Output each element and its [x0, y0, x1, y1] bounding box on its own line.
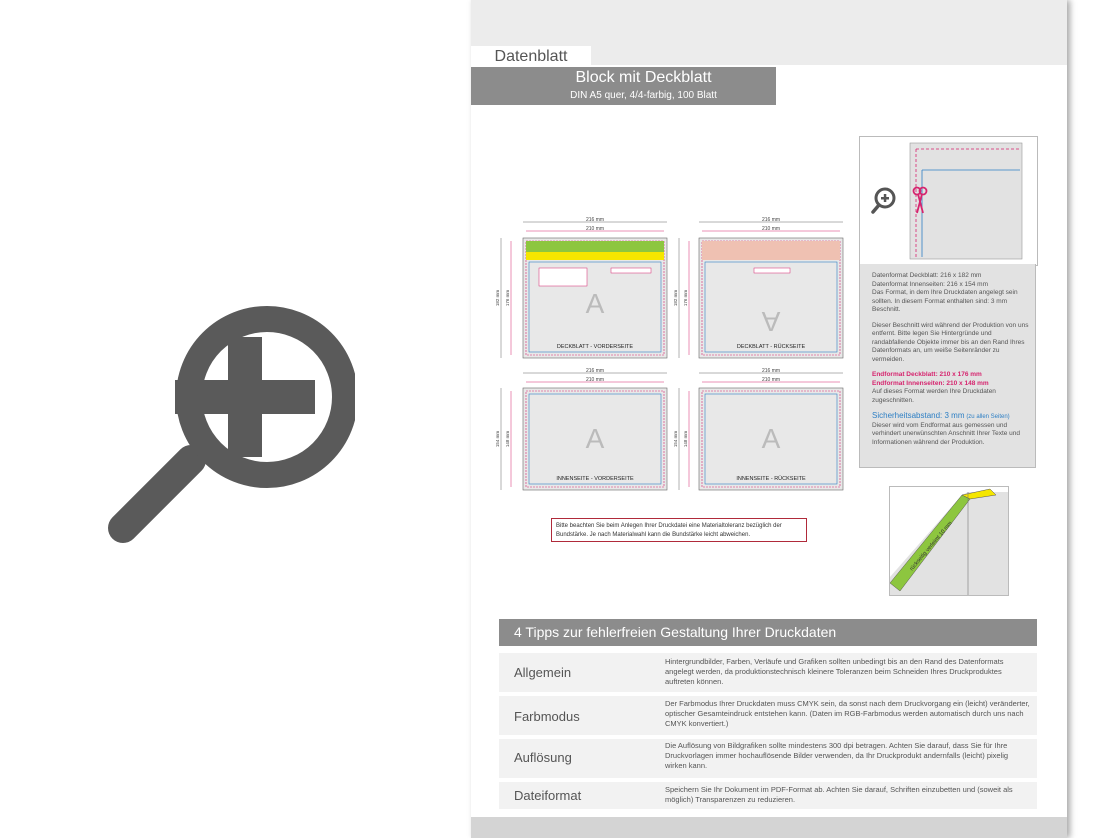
tip-row-farbmodus: [499, 696, 1037, 735]
panel-letter: A: [585, 288, 605, 319]
spine-detail: [889, 486, 1009, 596]
panel-caption: INNENSEITE - RÜCKSEITE: [736, 476, 806, 482]
spine-label: rückseitig verleimt 10 mm: [908, 520, 954, 573]
height-outer-label: 154 mm: [673, 430, 678, 448]
width-inner-label: 210 mm: [761, 226, 781, 232]
width-inner-label: 210 mm: [761, 377, 781, 383]
panel-letter: A: [761, 306, 781, 337]
tip-label: Farbmodus: [514, 709, 580, 724]
width-inner-label: 210 mm: [585, 377, 605, 383]
tip-row-allgemein: [499, 653, 1037, 692]
tolerance-notice: Bitte beachten Sie beim Anlegen Ihrer Druckdatei eine Materialtoleranz bezüglich der Bundstärke. Je nach Materialwahl kann die Bundstärke leicht abweichen.: [551, 518, 807, 542]
height-inner-label: 148 mm: [683, 430, 688, 448]
endformat-cover: Endformat Deckblatt: 210 x 176 mm: [872, 371, 982, 378]
corner-detail: [859, 136, 1038, 266]
panel-deckblatt-front: [495, 217, 667, 358]
datenblatt-tab: Datenblatt: [471, 46, 591, 67]
datenformat-desc: Das Format, in dem Ihre Druckdaten angelegt sein sollten. In diesem Format enthalten sind: 3 mm Beschnitt.: [872, 289, 1018, 313]
sicherheit-note: (zu allen Seiten): [966, 414, 1010, 420]
tip-row-aufloesung: [499, 739, 1037, 778]
tip-row-dateiformat: [499, 782, 1037, 809]
tip-label: Auflösung: [514, 750, 572, 765]
product-subtitle: DIN A5 quer, 4/4-farbig, 100 Blatt: [570, 90, 717, 101]
tip-label: Allgemein: [514, 665, 572, 680]
sicherheit-title: Sicherheitsabstand: 3 mm: [872, 411, 965, 420]
width-outer-label: 216 mm: [761, 368, 781, 374]
height-inner-label: 148 mm: [505, 430, 510, 448]
width-outer-label: 216 mm: [761, 217, 781, 223]
magnifier-icon: [873, 189, 894, 212]
endformat-inner: Endformat Innenseiten: 210 x 148 mm: [872, 379, 989, 387]
panel-innen-front: [495, 368, 667, 490]
panel-caption: DECKBLATT - VORDERSEITE: [556, 344, 634, 350]
width-inner-label: 210 mm: [585, 226, 605, 232]
width-outer-label: 216 mm: [585, 217, 605, 223]
zoom-in-icon[interactable]: [105, 295, 355, 545]
panel-letter: A: [585, 423, 605, 454]
panel-letter: A: [761, 423, 781, 454]
tip-text: Die Auflösung von Bildgrafiken sollte mindestens 300 dpi betragen. Achten Sie darauf, dass Sie für Ihre Druckvorlagen immer hochauflösende Bilder verwenden, da Ihr Druckprodukt andernfalls (leicht) pixelig wirken kann.: [665, 741, 1009, 770]
tips-header: 4 Tipps zur fehlerfreien Gestaltung Ihrer Druckdaten: [499, 619, 1037, 646]
datenformat-inner: Datenformat Innenseiten: 216 x 154 mm: [872, 280, 988, 288]
height-inner-label: 176 mm: [683, 289, 688, 307]
tip-text: Hintergrundbilder, Farben, Verläufe und Grafiken sollten unbedingt bis an den Rand des Datenformats angelegt werden, da produktionstechnisch kleinere Toleranzen beim Schneiden Ihres Druckproduktes auftreten können.: [665, 657, 1004, 686]
datasheet-page: [471, 0, 1067, 838]
height-outer-label: 182 mm: [495, 289, 500, 307]
tip-label: Dateiformat: [514, 788, 582, 803]
tip-text: Der Farbmodus Ihrer Druckdaten muss CMYK sein, da sonst nach dem Druckvorgang ein (leicht) veränderter, optischer Gesamteindruck entstehen kann. (Daten im RGB-Farbmodus werden automatisch durch uns nach CMYK konvertiert.): [665, 699, 1030, 728]
sicherheit-desc: Dieser wird vom Endformat aus gemessen und verhindert unerwünschten Anschnitt Ihrer Texte und Informationen während der Produktion.: [872, 421, 1021, 446]
endformat-desc: Auf dieses Format werden Ihre Druckdaten zugeschnitten.: [872, 388, 996, 404]
panel-innen-back: [673, 368, 843, 490]
height-outer-label: 182 mm: [673, 289, 678, 307]
panel-deckblatt-back: [673, 217, 843, 358]
footer-band: [471, 817, 1067, 838]
width-outer-label: 216 mm: [585, 368, 605, 374]
height-outer-label: 154 mm: [495, 430, 500, 448]
height-inner-label: 176 mm: [505, 289, 510, 307]
format-info-panel: [859, 264, 1036, 468]
panel-caption: DECKBLATT - RÜCKSEITE: [736, 344, 806, 350]
tip-text: Speichern Sie Ihr Dokument im PDF-Format ab. Achten Sie darauf, Schriften einzubetten und (soweit als möglich) Transparenzen zu reduzieren.: [665, 785, 1013, 804]
panel-caption: INNENSEITE - VORDERSEITE: [556, 476, 634, 482]
datenformat-cover: Datenformat Deckblatt: 216 x 182 mm: [872, 272, 982, 279]
beschnitt-desc: Dieser Beschnitt wird während der Produktion von uns entfernt. Bitte legen Sie Hintergründe und randabfallende Objekte immer bis an den Rand Ihres Datenformats an, um weiße Seitenränder zu vermeiden.: [872, 321, 1029, 363]
product-title: Block mit Deckblatt: [575, 69, 712, 86]
